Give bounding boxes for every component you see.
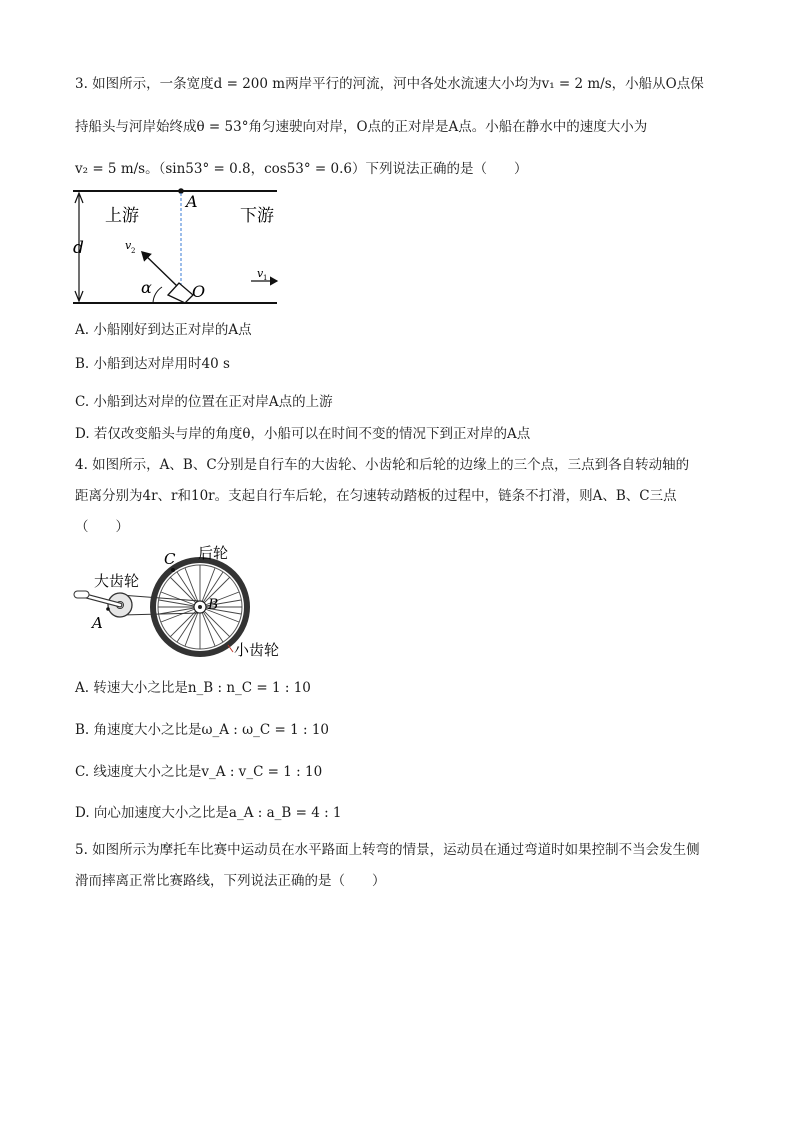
bicycle-diagram: [70, 542, 295, 667]
alpha-arc: [153, 287, 162, 303]
label-rear-wheel: 后轮: [198, 544, 229, 562]
q4-option-b: B. 角速度大小之比是ω_A : ω_C = 1 : 10: [75, 722, 330, 738]
point-a-dot: [178, 188, 184, 194]
q4-option-d: D. 向心加速度大小之比是a_A : a_B = 4 : 1: [75, 805, 342, 821]
q3-option-c: C. 小船到达对岸的位置在正对岸A点的上游: [75, 394, 333, 410]
label-big-gear: 大齿轮: [94, 572, 140, 590]
q3-stem-line-3: v₂ = 5 m/s。（sin53° = 0.8，cos53° = 0.6）下列说法正确的是（ ）: [75, 161, 528, 177]
label-v2-sub: 2: [131, 247, 136, 255]
q5-stem-line-2: 滑而摔离正常比赛路线，下列说法正确的是（ ）: [75, 873, 386, 889]
q5-stem-line-1: 5. 如图所示为摩托车比赛中运动员在水平路面上转弯的情景，运动员在通过弯道时如果控制不当会发生侧: [75, 842, 700, 858]
label-v2: v: [125, 239, 132, 252]
point-a-dot: [106, 607, 110, 611]
label-v1-sub: 1: [263, 274, 268, 282]
q4-option-a: A. 转速大小之比是n_B : n_C = 1 : 10: [75, 680, 311, 696]
label-upstream: 上游: [105, 206, 139, 226]
label-v1: v: [257, 267, 264, 280]
label-small-gear: 小齿轮: [234, 641, 280, 659]
q3-stem-line-1: 3. 如图所示，一条宽度d = 200 m两岸平行的河流，河中各处水流速大小均为v₁ = 2 m/s，小船从O点保: [75, 76, 704, 92]
q3-option-d: D. 若仅改变船头与岸的角度θ，小船可以在时间不变的情况下到正对岸的A点: [75, 426, 531, 442]
label-c: C: [164, 550, 176, 568]
label-a: A: [186, 192, 198, 211]
river-diagram: [65, 183, 285, 308]
label-alpha: α: [141, 278, 152, 297]
label-d: d: [73, 238, 84, 258]
label-b: B: [208, 597, 219, 613]
q3-option-b: B. 小船到达对岸用时40 s: [75, 356, 230, 372]
q4-stem-line-1: 4. 如图所示，A、B、C分别是自行车的大齿轮、小齿轮和后轮的边缘上的三个点，三点到各自转动轴的: [75, 457, 690, 473]
boat-shape: [168, 283, 193, 303]
q3-stem-line-2: 持船头与河岸始终成θ = 53°角匀速驶向对岸，O点的正对岸是A点。小船在静水中的速度大小为: [75, 119, 648, 135]
label-o: O: [192, 282, 206, 301]
q4-stem-line-2: 距离分别为4r、r和10r。支起自行车后轮，在匀速转动踏板的过程中，链条不打滑，则A、B、C三点: [75, 488, 677, 504]
label-downstream: 下游: [240, 206, 274, 226]
pedal: [74, 591, 89, 598]
q4-option-c: C. 线速度大小之比是v_A : v_C = 1 : 10: [75, 764, 323, 780]
chain-bottom: [120, 613, 200, 615]
q3-option-a: A. 小船刚好到达正对岸的A点: [75, 322, 252, 338]
label-a: A: [92, 614, 103, 632]
q4-stem-line-3: （ ）: [75, 519, 129, 535]
point-c-dot: [171, 568, 175, 572]
